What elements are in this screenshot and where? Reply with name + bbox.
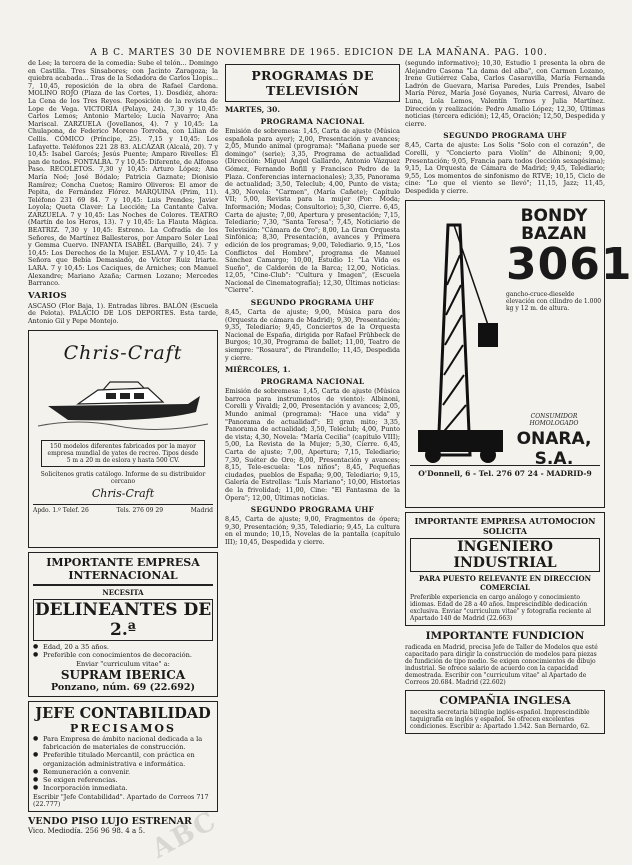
- segundo-programa-uhf-text: 8,45, Carta de ajuste: Los Solis "Solo con el corazón", de Corelli, y "Concierto para Violín" de Albinoni; 9,00, Presentación; 9,05, Francia para todos (lección sexagésima); 9,15, La Orquesta de Cámara de Madrid; 9,45, Telediario; 9,55, Los momentos de sinfonismo de RTVE; 10,15, Ciclo de cine: "Lo que el viento se llevó"; 11,15, Jazz; 11,45, Despedida y cierre.: [405, 141, 605, 195]
- model-number: 3061: [506, 238, 632, 290]
- abc-watermark: ABC: [147, 805, 223, 865]
- bondy-bazan-ad: [405, 200, 632, 508]
- supram-iberica: SUPRAM IBERICA: [60, 668, 186, 682]
- jefe-req-2: ● Preferible titulado Mercantil, con práctica en organización administrativa e informática.: [33, 751, 213, 767]
- supram-address: Ponzano, núm. 69 (22.692): [51, 682, 195, 693]
- delineantes-age: ● Edad, 20 a 35 años.: [33, 643, 213, 651]
- tv-column: [225, 60, 400, 860]
- segundo-programa-2: SEGUNDO PROGRAMA UHF: [250, 505, 375, 515]
- compania-inglesa-text: necesita secretaria bilingüe inglés-español. Imprescindible taquigrafía en inglés y español. Se ofrecen excelentes condiciones. Escribir a: Apartado 1.542. San Bernardo, 62.: [410, 708, 590, 730]
- onara-company: ONARA, S.A.: [516, 428, 592, 469]
- fundicion-text: radicada en Madrid, precisa Jefe de Taller de Modelos que esté capacitado para dirigir la construcción de modelos para piezas de fundición de tipo medio. Se exigen conocimientos de dibujo industrial. Se ofrece salario de acuerdo con la capacidad demostrada. Escribir con "curriculum vitae" al Apartado de Correos 20.684. Madrid (22.602): [405, 643, 598, 686]
- ingeniero-company: IMPORTANTE EMPRESA AUTOMOCION SOLICITA: [414, 515, 596, 536]
- segundo-programa-2-text: 8,45, Carta de ajuste; 9,00, Fragmentos de ópera; 9,30, Presentación; 9,35, Telediario; 9,45, La cultura en el mundo; 10,15, Novelas de la pantalla (capítulo III); 10,45, Despedida y cierre.: [225, 515, 400, 546]
- varios-text: ASCASO (Flor Baja, 1). Entradas libres. BALÓN (Escuela de Pelota). PALACIO DE LOS DEPORTES. Esta tarde, Antonio Gil y Pepe Montejo.: [28, 301, 218, 325]
- jefe-send: Escribir "Jefe Contabilidad". Apartado de Correos 717 (22.777): [33, 793, 209, 809]
- compania-inglesa-title: COMPAÑIA INGLESA: [439, 693, 571, 707]
- programa-nacional-2: PROGRAMA NACIONAL: [260, 377, 365, 387]
- right-column: [405, 59, 632, 860]
- vendo-piso-text: Vico. Mediodía. 256 96 98. 4 a 5.: [28, 827, 146, 836]
- segundo-programa-1: SEGUNDO PROGRAMA UHF: [250, 298, 375, 308]
- boat-footer-right: Madrid: [190, 506, 213, 514]
- delineantes-role: DELINEANTES DE 2.ª: [34, 599, 212, 640]
- delineantes-company: IMPORTANTE EMPRESA INTERNACIONAL: [46, 555, 200, 582]
- jefe-req-1: ● Para Empresa de ámbito nacional dedicada a la fabricación de materiales de construcción.: [33, 735, 213, 751]
- ingeniero-role: INGENIERO INDUSTRIAL: [410, 538, 600, 572]
- jefe-contabilidad-ad: [28, 701, 218, 812]
- varios-heading: VARIOS: [28, 290, 67, 301]
- onara-address: O'Donnell, 6 - Tel. 276 07 24 - MADRID-9: [410, 465, 600, 478]
- jefe-req-3: ● Remuneración a convenir.: [33, 768, 213, 776]
- ingeniero-ad: [405, 512, 605, 626]
- delineantes-send: Enviar "curriculum vitae" a:: [76, 660, 170, 668]
- delineantes-needs: NECESITA: [102, 587, 144, 597]
- boat-footer-left: Apdo. 1.º Telef. 26: [33, 506, 89, 514]
- yacht-illustration: [38, 366, 208, 436]
- chris-craft-logo-small: Chris-Craft: [91, 486, 155, 500]
- boat-info-box: [41, 440, 205, 467]
- boat-description: 150 modelos diferentes fabricados por la mayor empresa mundial de yates de recreo. Tipos desde 5 m a 20 m de eslora y hasta 500 CV.: [47, 442, 199, 464]
- segundo-programa-uhf: SEGUNDO PROGRAMA UHF: [443, 131, 567, 141]
- fundicion-title: IMPORTANTE FUNDICION: [425, 629, 585, 642]
- fundicion-ad: [405, 630, 605, 686]
- bondy-bazan-brand: BONDY BAZAN: [520, 205, 588, 244]
- jefe-contabilidad-title: JEFE CONTABILIDAD: [35, 705, 211, 722]
- boat-footer-mid: Tels. 276 09 29: [116, 506, 164, 514]
- programa-nacional-2-text: Emisión de sobremesa: 1,45, Carta de ajuste (Música barroca para instrumentos de viento): Albinoni, Corelli y Vivaldi; 2,00, Presentación y avances; 2,05, Mundo animal (programa): "Hace una vida" y "Panorama de actualidad": El gran mito; 3,35, Panorama de actualidad; 3,50, Teleclub; 4,00, Punto de vista; 4,30, Novela: "María Cecilia" (capítulo VIII); 5,00, La Revista de la Mujer; 5,30, Cierre. 6,45, Carta de ajuste; 7,00, Apertura; 7,15, Telediario; 7,30, Suéter de Oro; 8,00, Presentación y avances; 8,15, Tele-escuela: "Los niños"; 8,45, Pequeñas ciudades, pueblos de España; 9,00, Telediario; 9,15, Galería de Estrellas: "Luis Mariano"; 10,00, Historias de la frivolidad; 11,00, Cine: "El Fantasma de la Ópera"; 12,00, Últimas noticias.: [225, 387, 400, 502]
- jefe-contabilidad-sub: PRECISAMOS: [70, 722, 176, 735]
- boat-request-text: Solicítenos gratis catálogo. Informe de su distribuidor cercano: [40, 470, 206, 485]
- crane-logo-text: CONSUMIDOR HOMOLOGADO: [529, 412, 579, 427]
- theater-listings: de Lee; la tercera de la comedia: Sube el telón... Domingo en Castilla. Tres Sinsabores; con Jacinto Zaragoza; la quiebra acabada... Tras de la Soñadora de Carlos Llopis... 7, 10,45, reposición de la obra de Rafael Cardona. MOLINO ROJO (Plaza de las Cortes, 1). Dosdiéz, ahora: La Cena de los Tres Reyes. Reposición de la revista de Lope de Vega. VICTORIA (Pelayo, 24). 7,30 y 10,45: Carlos Lemos; Antonio Martelo; Lucía Navarro; Ana Mariscal. ZARZUELA (Jovellanos, 4). 7 y 10,45: La Chulapona, de Federico Moreno Torroba, con Lilian de Cellis. CÓMICO (Príncipe, 25). 7,15 y 10,45: Los Lafayette. Teléfonos 221 28 83. ALCÁZAR (Alcalá, 20). 7 y 10,45: Isabel Garcés; Jesús Puente; Amparo Rivelles: El pan de todos. FONTALBA. 7 y 10,45: Diferente, de Alfonso Paso. RECOLETOS. 7,30 y 10,45: Arturo López; Ana María Noé; José Bódalo; Patricia Gaznate; Dionisio Ramírez; Concha Cuetos; Ramiro Oliveros: El amor de Pepita, de Fernández Flórez. MARQUINA (Prim, 11). Teléfono 231 69 84. 7 y 10,45: Luis Prendes; Javier Loyola; Queta Claver: La Lección; La Cantante Calva. ZARZUELA. 7 y 10,45: Las Noches de Colores. TEATRO (Martín de los Heros, 13). 7 y 10,45: La Flauta Mágica. BEATRIZ. 7,30 y 10,45: Estreno. La Cofradía de los Señores, de Martínez Ballesteros, por Amparo Soler Leal y Gemma Cuervo. INFANTA ISABEL (Barquillo, 24). 7 y 10,45: Los Derechos de la Mujer. ESLAVA. 7 y 10,45: La Señora que Bebía Demasiado, de Víctor Ruiz Iriarte. LARA. 7 y 10,45: Los Caciques, de Arniches; con Manuel Alexandre; Mariano Azaña; Carmen Lozano; Mercedes Barranco.: [28, 59, 218, 288]
- chris-craft-logo: Chris-Craft: [63, 341, 183, 364]
- vendo-piso-title: VENDO PISO LUJO ESTRENAR: [28, 816, 192, 828]
- crane-illustration: [408, 205, 508, 465]
- compania-inglesa-ad: [405, 690, 605, 734]
- ingeniero-sub: PARA PUESTO RELEVANTE EN DIRECCION COMERCIAL: [418, 573, 592, 592]
- page-header: A B C. MARTES 30 DE NOVIEMBRE DE 1965. EDICION DE LA MAÑANA. PAG. 100.: [90, 48, 548, 58]
- crane-description: gancho-cruce-dieselde elevación con cilindro de 1.000 kg y 12 m. de altura.: [506, 290, 602, 312]
- tv-continued-text: (segundo informativo); 10,30, Estudio 1 presenta la obra de Alejandro Casona "La dama del alba", con Carmen Lozano, Irene Gutiérrez Caba, Carlos Casaravilla, María Fernanda Ladrón de Guevara, Marisa Paredes, Luis Prendes, Isabel María Pérez, María José Goyanes, Nuria Carresi, Álvaro de Luna, Lola Lemos, Valentín Tornos y Julia Martínez. Dirección y realización: Pedro Amalio López; 12,30, Últimas noticias (tercera edición); 12,45, Oración; 12,50, Despedida y cierre.: [405, 59, 605, 128]
- delineantes-preference: ● Preferible con conocimientos de decoración.: [33, 651, 213, 659]
- day-miercoles: MIÉRCOLES, 1.: [225, 365, 291, 375]
- segundo-programa-1-text: 8,45, Carta de ajuste; 9,00, Música para dos (Orquesta de cámara de Madrid); 9,30, Presentación; 9,35, Telediario; 9,45, Conciertos de la Orquesta Nacional de España, dirigida por Rafael Frühbeck de Burgos; 10,30, Programa de ballet; 11,00, Teatro de siempre: "Rosaura", de Pirandello; 11,45, Despedida y cierre.: [225, 308, 400, 362]
- delineantes-ad: [28, 552, 218, 697]
- day-martes: MARTES, 30.: [225, 105, 280, 114]
- chris-craft-ad: [28, 330, 218, 548]
- left-column: [28, 60, 218, 860]
- tv-programs-title: PROGRAMAS DE TELEVISIÓN: [225, 64, 400, 102]
- jefe-req-4: ● Se exigen referencias.: [33, 776, 213, 784]
- programa-nacional-1-text: Emisión de sobremesa: 1,45, Carta de ajuste (Música española para ayer); 2,00, Presentación y avances; 2,05, Mundo animal (programa): "Mañana puede ser domingo" (serie); 3,35, Programa de actualidad (Dirección: Miguel Ángel Gallardo, Antonio Vázquez Gómez, Fernando Bofill y Francisco Pedro de la Plaza. Conferencias internacionales); 3,35, Panorama de actualidad; 3,50, Teleclub; 4,00, Punto de vista; 4,30, Novela: "Carmen", (María Cañete); Capítulo VII; 5,00, Revista para la mujer (Por: Moda; Información; Modas; Consultorio); 5,30, Cierre. 6,45, Carta de ajuste; 7,00, Apertura y presentación; 7,15, Telediario; 7,30, "Santa Teresa"; 7,45, Noticiario de Televisión: "Cámara de Oro"; 8,00, La Gran Orquesta Sinfónica; 8,30, Presentación, avances y Primera edición de los programas; 9,00, Telediario. 9,15, "Los Conflictos del Hombre", programa de Manuel Sánchez Camargo; 10,00, Estudio 1: "La Vida es Sueño", de Calderón de la Barca; 12,00, Noticias. 12,05, "Cine-Club": "Cultura y Imagen", (Escuela Nacional de Cinematografía); 12,30, Últimas noticias: "Cierre".: [225, 127, 400, 295]
- jefe-req-5: ● Incorporación inmediata.: [33, 784, 213, 792]
- ingeniero-text: Preferible experiencia en cargo análogo y conocimiento idiomas. Edad de 28 a 40 años. Imprescindible dedicación exclusiva. Enviar "curriculum vitae" y fotografía reciente al Apartado 140 de Madrid (22.663): [410, 593, 592, 622]
- programa-nacional-1: PROGRAMA NACIONAL: [260, 117, 365, 126]
